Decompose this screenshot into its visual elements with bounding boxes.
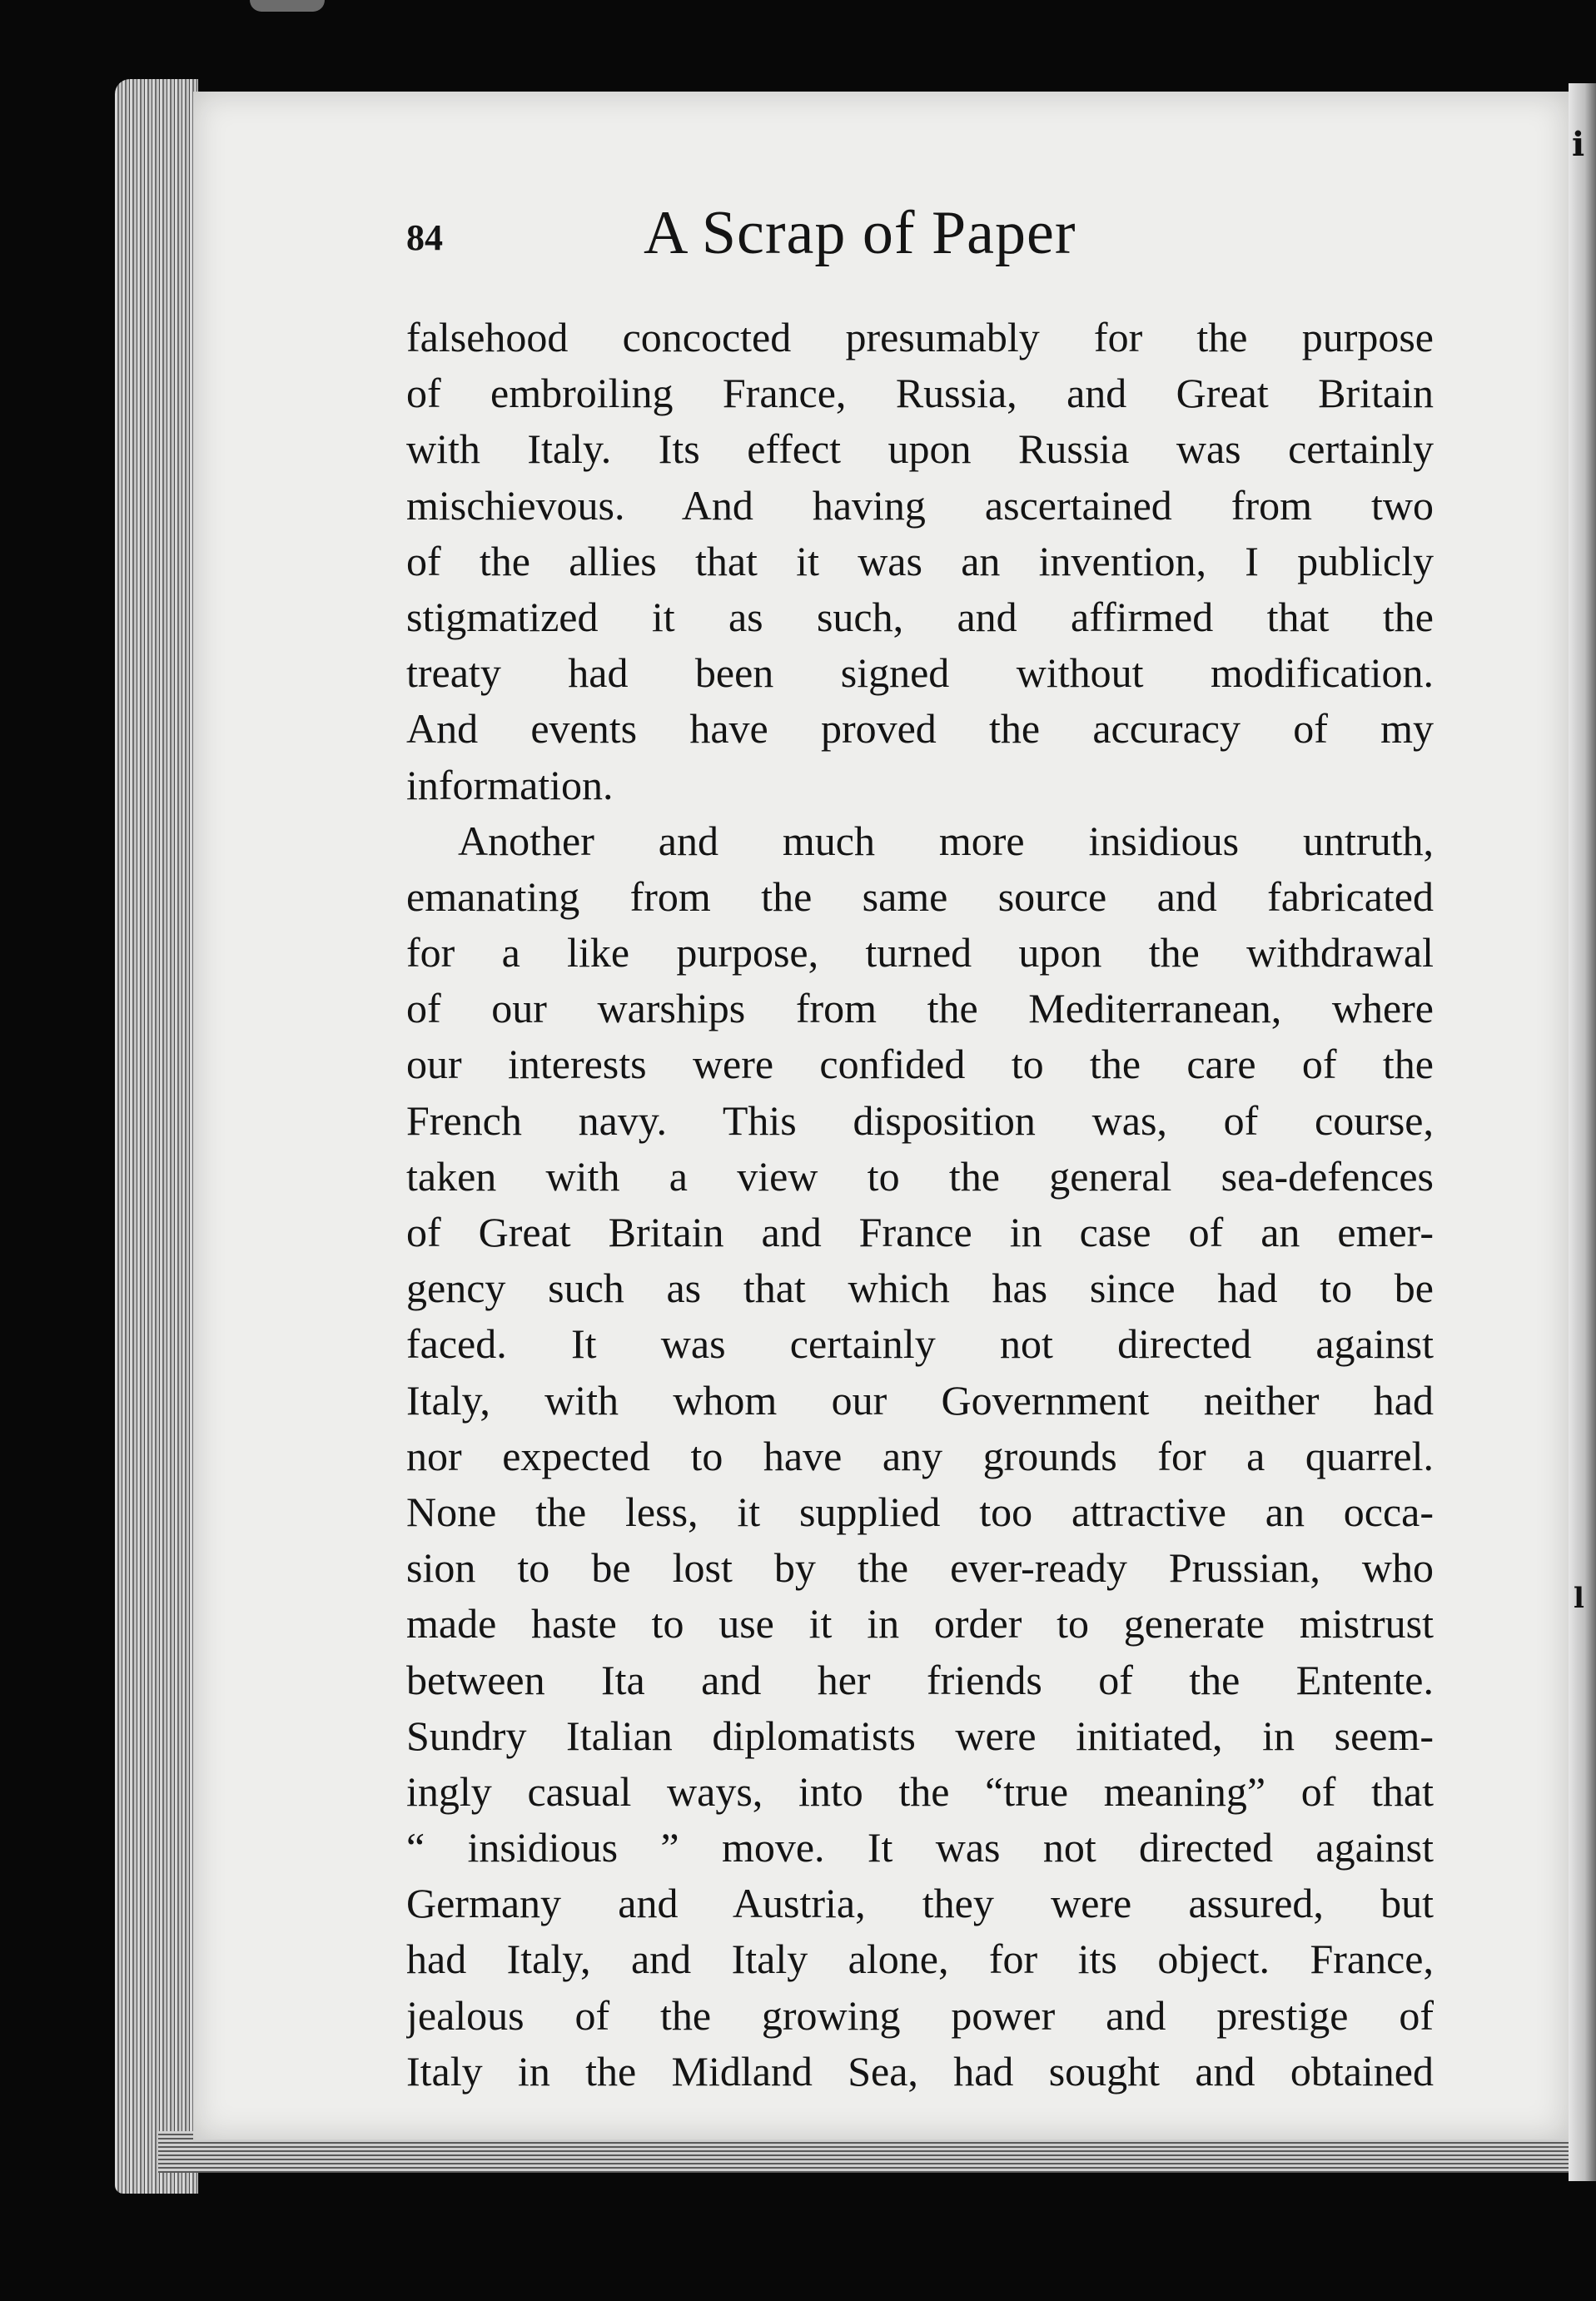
text-line: ingly casual ways, into the “true meaning” of that xyxy=(406,1767,1434,1815)
text-line: Another and much more insidious untruth, xyxy=(458,817,1434,864)
text-line: had Italy, and Italy alone, for its object. France, xyxy=(406,1936,1434,1983)
text-line: of the allies that it was an invention, I publicly xyxy=(406,537,1434,584)
running-title: A Scrap of Paper xyxy=(644,199,1076,267)
text-line: sion to be lost by the ever-ready Prussian, who xyxy=(406,1544,1434,1592)
text-line: “ insidious ” move. It was not directed against xyxy=(406,1824,1434,1871)
text-line: taken with a view to the general sea-defences xyxy=(406,1152,1434,1200)
text-line: Germany and Austria, they were assured, but xyxy=(406,1880,1434,1927)
scan-artifact xyxy=(250,0,325,12)
text-line: with Italy. Its effect upon Russia was certainly xyxy=(406,425,1434,473)
body-text xyxy=(406,310,1434,2100)
text-line: faced. It was certainly not directed against xyxy=(406,1320,1434,1368)
text-line: mischievous. And having ascertained from two xyxy=(406,481,1434,529)
text-line: gency such as that which has since had to be xyxy=(406,1265,1434,1312)
text-line: Italy, with whom our Government neither had xyxy=(406,1376,1434,1424)
text-line: None the less, it supplied too attractive an occa- xyxy=(406,1488,1434,1535)
text-line: emanating from the same source and fabricated xyxy=(406,872,1434,920)
page-number: 84 xyxy=(406,217,443,258)
text-line: our interests were confided to the care of the xyxy=(406,1041,1434,1088)
book-gutter-right xyxy=(1569,83,1596,2181)
text-line: stigmatized it as such, and affirmed that the xyxy=(406,593,1434,640)
margin-mark: i xyxy=(1572,125,1585,164)
text-line: information. xyxy=(406,761,614,808)
book-fore-edge-left xyxy=(115,79,198,2194)
text-line: between Ita and her friends of the Entente. xyxy=(406,1656,1434,1703)
text-line: of our warships from the Mediterranean, where xyxy=(406,985,1434,1032)
text-line: And events have proved the accuracy of my xyxy=(406,705,1434,753)
text-line: of embroiling France, Russia, and Great Britain xyxy=(406,370,1434,417)
text-line: treaty had been signed without modification. xyxy=(406,649,1434,697)
margin-mark: l xyxy=(1574,1582,1584,1615)
text-line: Sundry Italian diplomatists were initiated, in seem- xyxy=(406,1712,1434,1759)
text-line: jealous of the growing power and prestige of xyxy=(406,1991,1434,2039)
text-line: Italy in the Midland Sea, had sought and obtained xyxy=(406,2047,1434,2095)
text-line: falsehood concocted presumably for the purpose xyxy=(406,314,1434,360)
text-line: nor expected to have any grounds for a quarrel. xyxy=(406,1432,1434,1479)
text-line: for a like purpose, turned upon the withdrawal xyxy=(406,929,1434,977)
text-line: of Great Britain and France in case of an emer- xyxy=(406,1209,1434,1255)
text-line: made haste to use it in order to generate mistrust xyxy=(406,1600,1434,1647)
text-line: French navy. This disposition was, of course, xyxy=(406,1096,1434,1144)
page-header xyxy=(406,198,1439,281)
